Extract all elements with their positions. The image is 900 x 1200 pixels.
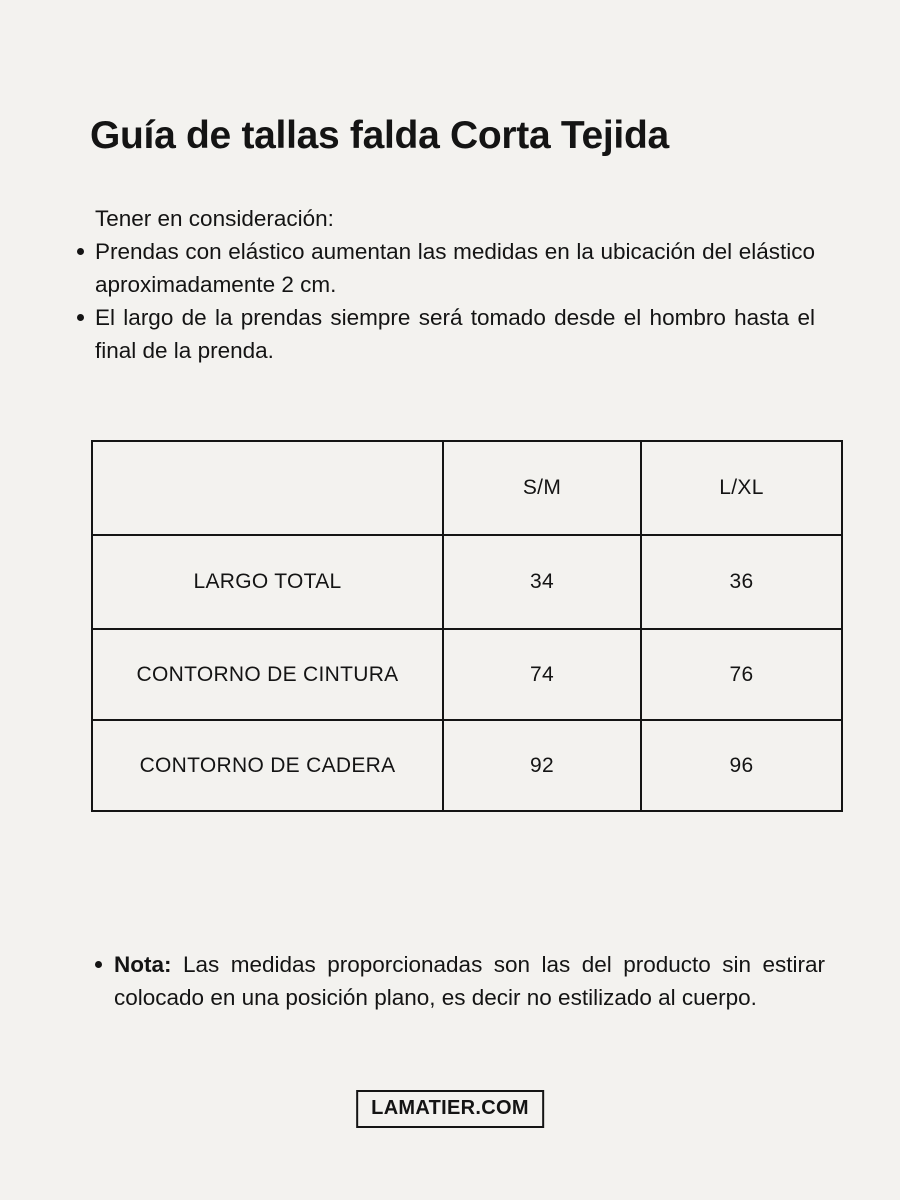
row-label: CONTORNO DE CADERA <box>92 720 443 811</box>
bullet-icon <box>95 961 102 968</box>
brand-badge: LAMATIER.COM <box>356 1090 544 1128</box>
table-row-contorno-cintura <box>92 629 842 720</box>
cell-value: 96 <box>641 720 842 811</box>
note-text <box>114 948 825 1014</box>
bullet-icon <box>77 314 84 321</box>
consideration-text-2: El largo de la prendas siempre será tomado desde el hombro hasta el final de la prenda. <box>95 305 815 363</box>
cell-value: 34 <box>443 535 641 629</box>
consideration-bullet-2 <box>75 301 815 367</box>
considerations-section <box>75 202 815 367</box>
table-header-row <box>92 441 842 535</box>
cell-value: 36 <box>641 535 842 629</box>
cell-value: 76 <box>641 629 842 720</box>
considerations-heading: Tener en consideración: <box>95 206 334 231</box>
table-header-lxl: L/XL <box>641 441 842 535</box>
note-label: Nota: <box>114 952 172 977</box>
row-label: CONTORNO DE CINTURA <box>92 629 443 720</box>
consideration-text-1: Prendas con elástico aumentan las medidas en la ubicación del elástico aproximadamente 2 cm. <box>95 239 815 297</box>
row-label: LARGO TOTAL <box>92 535 443 629</box>
note-body-text: Las medidas proporcionadas son las del producto sin estirar colocado en una posición plano, es decir no estilizado al cuerpo. <box>114 952 825 1010</box>
table-header-empty <box>92 441 443 535</box>
table-row-contorno-cadera <box>92 720 842 811</box>
table-row-largo-total <box>92 535 842 629</box>
bullet-icon <box>77 248 84 255</box>
note-section <box>95 948 825 1014</box>
size-table <box>91 440 843 812</box>
cell-value: 92 <box>443 720 641 811</box>
consideration-bullet-1 <box>75 235 815 301</box>
cell-value: 74 <box>443 629 641 720</box>
page-title: Guía de tallas falda Corta Tejida <box>90 114 669 157</box>
table-header-sm: S/M <box>443 441 641 535</box>
